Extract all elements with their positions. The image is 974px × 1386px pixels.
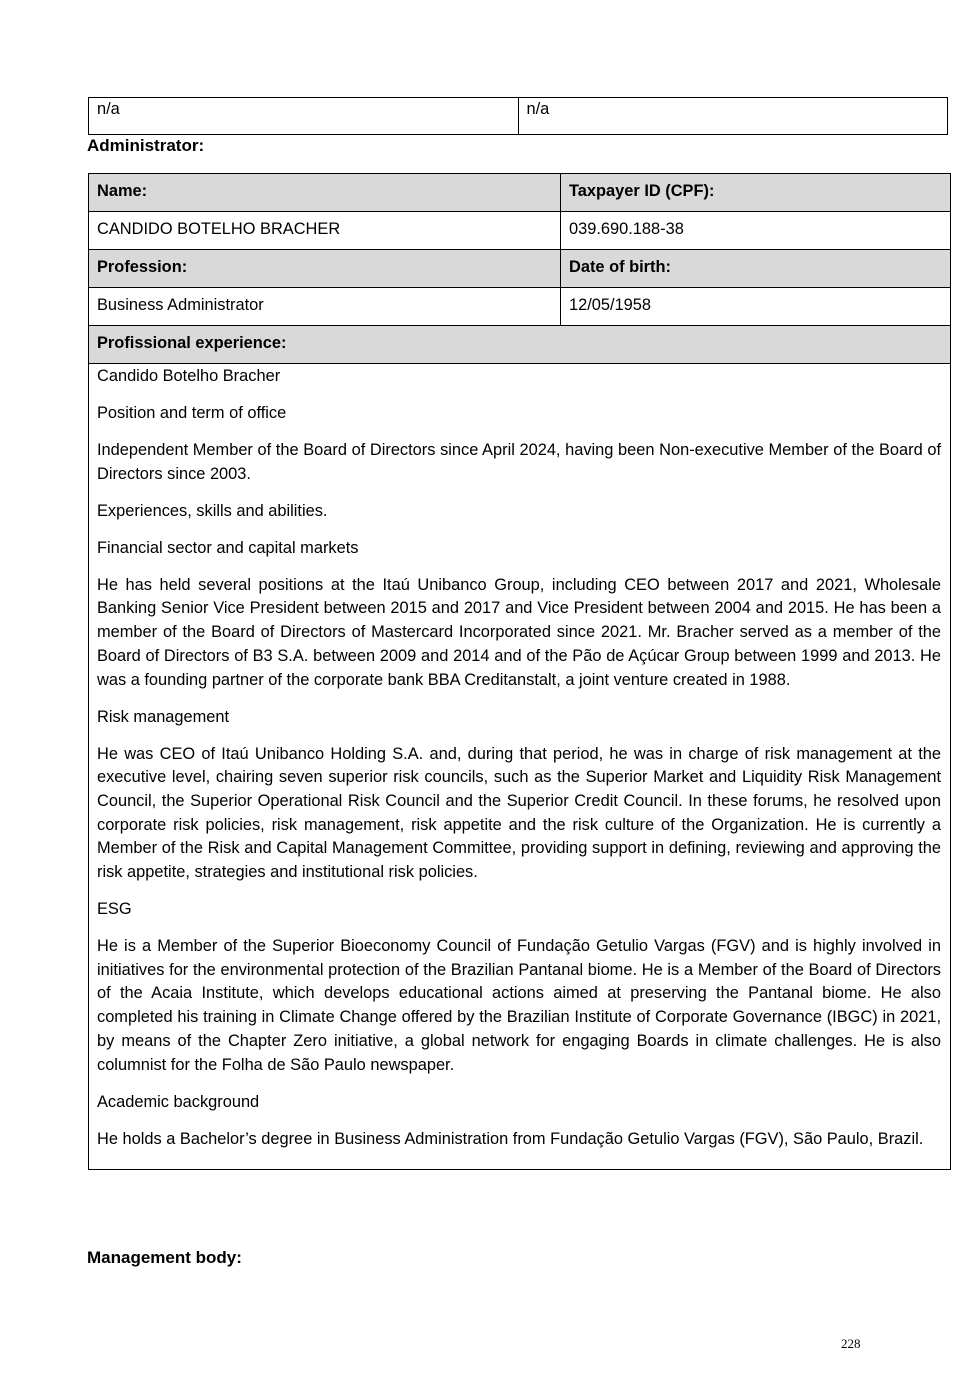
exp-academic-text: He holds a Bachelor’s degree in Business Administration from Fundação Getulio Vargas (FGV), São Paulo, Brazil. (97, 1129, 924, 1148)
experience-header-row (89, 326, 951, 364)
administrator-heading: Administrator: (87, 136, 205, 155)
exp-risk-text: He was CEO of Itaú Unibanco Holding S.A. and, during that period, he was in charge of risk management at the executive level, chairing seven superior risk councils, such as the Superior Market and Liquidity Risk Management Council, the Superior Operational Risk Council and the Superior Credit Council. In these forums, he resolved upon corporate risk policies, risk management, risk appetite and the risk culture of the Organization. He is currently a Member of the Risk and Capital Management Committee, providing support in defining, reviewing and approving the risk appetite, strategies and institutional risk policies. (97, 744, 941, 882)
dob-label: Date of birth: (561, 250, 951, 288)
dob-value: 12/05/1958 (561, 288, 951, 326)
exp-position-text: Independent Member of the Board of Directors since April 2024, having been Non-executive Member of the Board of Directors since 2003. (97, 441, 941, 483)
exp-risk-heading: Risk management (97, 707, 230, 726)
management-body-heading: Management body: (87, 1248, 242, 1267)
profession-value-row (89, 288, 951, 326)
profession-header-row (89, 250, 951, 288)
exp-name: Candido Botelho Bracher (97, 367, 281, 385)
cpf-value: 039.690.188-38 (561, 212, 951, 250)
top-cell-2: n/a (518, 98, 948, 135)
experience-body (89, 364, 951, 1170)
name-label: Name: (89, 174, 561, 212)
experience-label: Profissional experience: (89, 326, 951, 364)
exp-position-heading: Position and term of office (97, 404, 287, 422)
page-number: 228 (841, 1336, 861, 1351)
exp-financial-text: He has held several positions at the Itaú Unibanco Group, including CEO between 2017 and 2021, Wholesale Banking Senior Vice President between 2015 and 2017 and Vice President between 2004 and 2015. He has been a member of the Board of Directors of Mastercard Incorporated since 2021. Mr. Bracher served as a member of the Board of Directors of B3 S.A. between 2009 and 2014 and of the Pão de Açúcar Group between 1999 and 2013. He was a founding partner of the corporate bank BBA Creditanstalt, a joint venture created in 1988. (97, 575, 941, 689)
exp-financial-heading: Financial sector and capital markets (97, 538, 359, 557)
name-header-row (89, 174, 951, 212)
name-value-row (89, 212, 951, 250)
cpf-label: Taxpayer ID (CPF): (561, 174, 951, 212)
top-cell-1: n/a (89, 98, 519, 135)
profession-value: Business Administrator (89, 288, 561, 326)
exp-skills-heading: Experiences, skills and abilities. (97, 501, 328, 520)
top-row (89, 98, 948, 135)
exp-academic-heading: Academic background (97, 1092, 260, 1111)
experience-body-row (89, 364, 951, 1170)
exp-esg-text: He is a Member of the Superior Bioeconomy Council of Fundação Getulio Vargas (FGV) and is highly involved in initiatives for the environmental protection of the Brazilian Pantanal biome. He is a Member of the Board of Directors of the Acaia Institute, which develops educational actions aimed at preserving the Pantanal biome. He also completed his training in Climate Change offered by the Brazilian Institute of Corporate Governance (IBGC) in 2021, by means of the Chapter Zero initiative, a global network for engaging Boards in climate challenges. He is also columnist for the Folha de São Paulo newspaper. (97, 937, 941, 1074)
top-table (88, 97, 948, 135)
administrator-table (88, 173, 951, 1170)
exp-esg-heading: ESG (97, 900, 132, 919)
name-value: CANDIDO BOTELHO BRACHER (89, 212, 561, 250)
profession-label: Profession: (89, 250, 561, 288)
